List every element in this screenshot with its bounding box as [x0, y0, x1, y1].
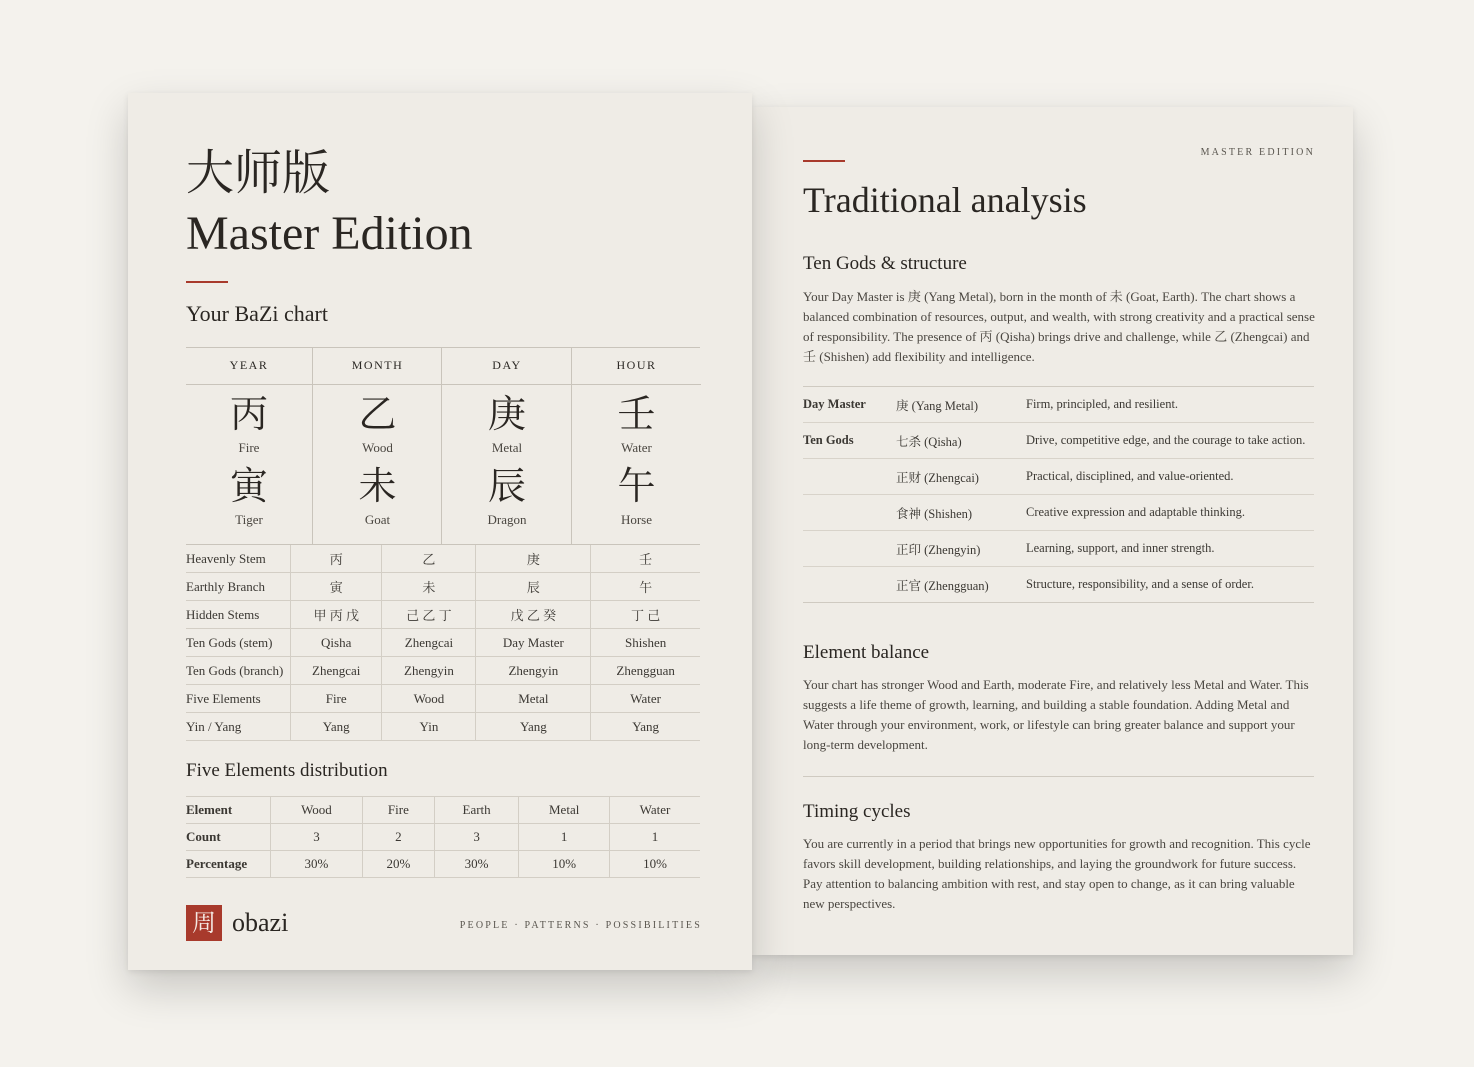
table-row	[186, 545, 700, 573]
cell-value: 2	[362, 824, 434, 851]
branch-char: 辰	[487, 464, 526, 508]
table-row	[186, 824, 700, 851]
timing-cycles-paragraph: You are currently in a period that brings new opportunities for growth and recognition. This cycle favors skill development, building relationships, and laying the groundwork for future success. Pay attention to balancing ambition with rest, and stay open to change, as it can bring valuable new perspectives.	[803, 836, 1311, 911]
ten-gods-table	[803, 386, 1314, 603]
branch-char: 午	[617, 464, 656, 508]
cell-value: 3	[434, 824, 518, 851]
cell-value: Fire	[291, 685, 382, 713]
logo-wordmark: obazi	[232, 908, 289, 937]
stem-char: 丙	[229, 392, 268, 436]
god-name: 正官 (Zhengguan)	[896, 567, 1026, 603]
cell-value: Yang	[291, 713, 382, 741]
cell-value: 己 乙 丁	[382, 601, 476, 629]
element-balance-heading: Element balance	[803, 642, 930, 663]
pillar-head: DAY	[492, 358, 522, 372]
god-description: Firm, principled, and resilient.	[1026, 397, 1179, 411]
row-label: Ten Gods	[803, 423, 896, 459]
cell-value: 午	[591, 573, 700, 601]
row-label: Day Master	[803, 397, 866, 411]
row-label: Five Elements	[186, 685, 291, 713]
cell-value: Zhengyin	[382, 657, 476, 685]
god-description: Structure, responsibility, and a sense of order.	[1026, 567, 1314, 603]
pillar-day	[441, 348, 572, 544]
chart-heading: Your BaZi chart	[186, 301, 328, 326]
cell-value: 辰	[476, 573, 591, 601]
row-label: Yin / Yang	[186, 713, 291, 741]
god-name: 正印 (Zhengyin)	[896, 531, 1026, 567]
table-row	[803, 423, 1314, 459]
cell-value: 乙	[382, 545, 476, 573]
branch-label: Goat	[364, 512, 391, 527]
pillar-head: YEAR	[229, 358, 269, 372]
cell-value: Zhengguan	[591, 657, 700, 685]
elements-table	[186, 796, 700, 878]
cell-value: Zhengcai	[291, 657, 382, 685]
row-label	[803, 531, 896, 567]
row-label: Hidden Stems	[186, 601, 291, 629]
cell-value: 30%	[434, 851, 518, 878]
cell-value: Yin	[382, 713, 476, 741]
page-title: Traditional analysis	[803, 180, 1087, 220]
ten-gods-heading: Ten Gods & structure	[803, 253, 967, 274]
row-label: Ten Gods (stem)	[186, 629, 291, 657]
cell-value: 1	[610, 824, 700, 851]
table-row	[186, 629, 700, 657]
stem-label: Fire	[238, 440, 260, 455]
table-row	[186, 685, 700, 713]
cell-value: Metal	[476, 685, 591, 713]
cell-value: 庚	[476, 545, 591, 573]
cell-value: 丁 己	[591, 601, 700, 629]
pillar-year	[186, 348, 312, 544]
analysis-page	[752, 107, 1353, 955]
cell-value: Zhengyin	[476, 657, 591, 685]
god-description: Drive, competitive edge, and the courage to take action.	[1026, 423, 1314, 459]
cell-value: 甲 丙 戊	[291, 601, 382, 629]
cell-value: 20%	[362, 851, 434, 878]
table-row	[186, 797, 700, 824]
god-description: Practical, disciplined, and value-oriented.	[1026, 459, 1314, 495]
cell-value: 戊 乙 癸	[476, 601, 591, 629]
table-row	[186, 657, 700, 685]
cell-value: 丙	[291, 545, 382, 573]
timing-cycles-heading: Timing cycles	[803, 801, 911, 822]
stem-char: 乙	[358, 392, 397, 436]
cell-value: Water	[591, 685, 700, 713]
stem-label: Metal	[491, 440, 523, 455]
table-row	[803, 567, 1314, 603]
row-label	[803, 567, 896, 603]
cell-value: Wood	[271, 797, 363, 824]
pillars-grid	[186, 347, 700, 545]
god-name: 七杀 (Qisha)	[896, 423, 1026, 459]
cell-value: Day Master	[476, 629, 591, 657]
row-label	[803, 459, 896, 495]
logo-mark: 周	[186, 905, 222, 941]
row-label: Earthly Branch	[186, 573, 291, 601]
cell-value: Earth	[434, 797, 518, 824]
pillar-details-table	[186, 545, 700, 741]
stem-char: 庚	[487, 392, 526, 436]
stem-label: Wood	[362, 440, 393, 455]
table-row	[186, 601, 700, 629]
branch-char: 寅	[229, 464, 268, 508]
cover-page	[128, 93, 752, 970]
branch-label: Dragon	[487, 512, 527, 527]
cell-value: 30%	[271, 851, 363, 878]
row-label: Percentage	[186, 851, 271, 878]
tagline: PEOPLE · PATTERNS · POSSIBILITIES	[459, 920, 702, 931]
table-row	[186, 573, 700, 601]
elements-heading: Five Elements distribution	[186, 760, 388, 781]
table-row	[803, 531, 1314, 567]
table-row	[803, 387, 1314, 423]
table-row	[186, 713, 700, 741]
pillar-head: HOUR	[616, 358, 657, 372]
cell-value: Fire	[362, 797, 434, 824]
title-chinese: 大师版	[186, 145, 331, 201]
stem-char: 壬	[617, 392, 656, 436]
row-label: Count	[186, 824, 271, 851]
cell-value: 寅	[291, 573, 382, 601]
row-label: Element	[186, 797, 271, 824]
cell-value: Shishen	[591, 629, 700, 657]
pillar-month	[312, 348, 442, 544]
god-name: 食神 (Shishen)	[896, 495, 1026, 531]
pillar-hour	[571, 348, 701, 544]
branch-label: Horse	[620, 512, 653, 527]
row-label: Heavenly Stem	[186, 545, 291, 573]
cell-value: 未	[382, 573, 476, 601]
cell-value: Water	[610, 797, 700, 824]
edition-label: MASTER EDITION	[1200, 147, 1315, 158]
pillar-head: MONTH	[351, 358, 404, 372]
row-label	[803, 495, 896, 531]
branch-label: Tiger	[235, 512, 263, 527]
table-row	[803, 459, 1314, 495]
table-row	[803, 495, 1314, 531]
divider	[803, 776, 1314, 777]
cell-value: 3	[271, 824, 363, 851]
element-balance-paragraph: Your chart has stronger Wood and Earth, moderate Fire, and relatively less Metal and Water. This suggests a life theme of growth, learning, and building a stable foundation. Adding Metal and Water through your environment, work, or lifestyle can bring greater balance and support your long-term development.	[803, 677, 1309, 752]
god-description: Learning, support, and inner strength.	[1026, 531, 1314, 567]
title-english: Master Edition	[186, 207, 473, 260]
cell-value: 10%	[519, 851, 610, 878]
accent-rule	[186, 281, 228, 283]
cell-value: Metal	[519, 797, 610, 824]
row-label: Ten Gods (branch)	[186, 657, 291, 685]
cell-value: Qisha	[291, 629, 382, 657]
cell-value: Wood	[382, 685, 476, 713]
branch-char: 未	[358, 464, 397, 508]
god-name: 正财 (Zhengcai)	[896, 459, 1026, 495]
stem-label: Water	[621, 440, 652, 455]
ten-gods-paragraph: Your Day Master is 庚 (Yang Metal), born in the month of 未 (Goat, Earth). The chart shows a balanced combination of resources, output, and wealth, with strong creativity and a practical sense of responsibility. The presence of 丙 (Qisha) brings drive and challenge, while 乙 (Zhengcai) and 壬 (Shishen) add flexibility and intelligence.	[803, 289, 1315, 364]
god-description: Creative expression and adaptable thinking.	[1026, 495, 1314, 531]
cell-value: Yang	[591, 713, 700, 741]
cell-value: Yang	[476, 713, 591, 741]
god-name: 庚 (Yang Metal)	[896, 398, 979, 413]
cell-value: 壬	[591, 545, 700, 573]
cell-value: 10%	[610, 851, 700, 878]
cell-value: 1	[519, 824, 610, 851]
cell-value: Zhengcai	[382, 629, 476, 657]
accent-rule	[803, 160, 845, 162]
table-row	[186, 851, 700, 878]
